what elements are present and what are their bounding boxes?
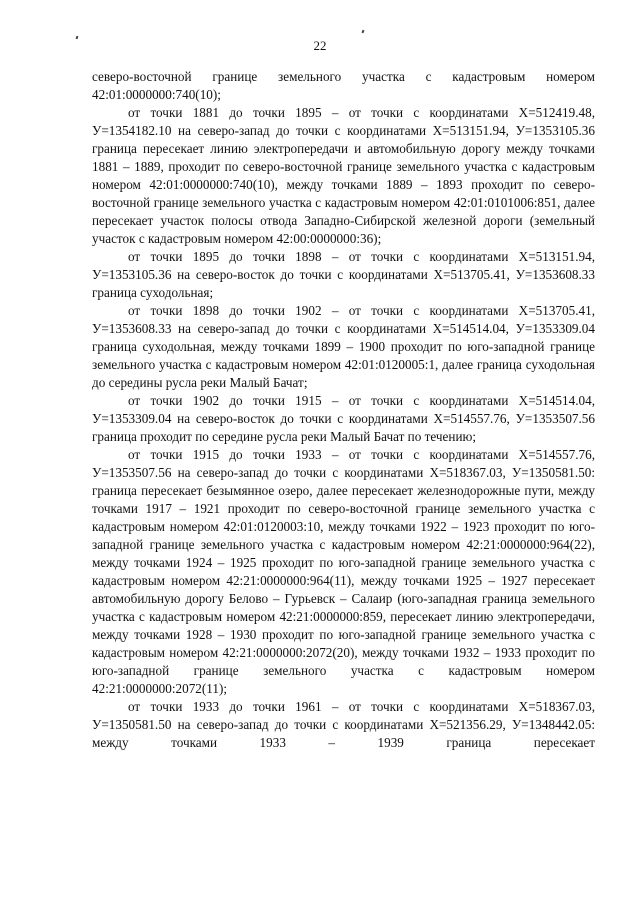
document-body <box>92 68 595 752</box>
paragraph: северо-восточной границе земельного участка с кадастровым номером 42:01:0000000:740(10); <box>92 69 595 102</box>
paragraph: от точки 1898 до точки 1902 – от точки с координатами X=513705.41, У=1353608.33 на северо-запад до точки с координатами X=514514.04, У=1353309.04 граница суходольная, между точками 1899 – 1900 проходит по юго-западной границе земельного участка с кадастровым номером 42:01:0120005:1, далее граница суходольная до середины русла реки Малый Бачат; <box>92 303 595 390</box>
paragraph: от точки 1895 до точки 1898 – от точки с координатами X=513151.94, У=1353105.36 на северо-восток до точки с координатами X=513705.41, У=1353608.33 граница суходольная; <box>92 249 595 300</box>
paragraph: от точки 1933 до точки 1961 – от точки с координатами X=518367.03, У=1350581.50 на северо-запад до точки с координатами X=521356.29, У=1348442.05: между точками 1933 – 1939 граница пересекает <box>92 699 595 750</box>
page-number: 22 <box>313 38 327 53</box>
paragraph: от точки 1902 до точки 1915 – от точки с координатами X=514514.04, У=1353309.04 на северо-восток до точки с координатами X=514557.76, У=1353507.56 граница проходит по середине русла реки Малый Бачат по течению; <box>92 393 595 444</box>
paragraph: от точки 1915 до точки 1933 – от точки с координатами X=514557.76, У=1353507.56 на северо-запад до точки с координатами X=518367.03, У=1350581.50: граница пересекает безымянное озеро, далее пересекает железнодорожные пути, между точками 1917 – 1921 проходит по северо-восточной границе земельного участка с кадастровым номером 42:01:0120003:10, между точками 1922 – 1923 проходит по юго-западной границе земельного участка с кадастровым номером 42:21:0000000:964(22), между точками 1924 – 1925 проходит по юго-западной границе земельного участка с кадастровым номером 42:21:0000000:964(11), между точками 1925 – 1927 пересекает автомобильную дорогу Белово – Гурьевск – Салаир (юго-западная граница земельного участка с кадастровым номером 42:21:0000000:859, пересекает линию электропередачи, между точками 1928 – 1930 проходит по юго-западной границе земельного участка с кадастровым номером 42:21:0000000:2072(20), между точками 1932 – 1933 проходит по юго-западной границе земельного участка с кадастровым номером 42:21:0000000:2072(11); <box>92 447 595 696</box>
scan-speck <box>362 30 365 34</box>
paragraph: от точки 1881 до точки 1895 – от точки с координатами X=512419.48, У=1354182.10 на северо-запад до точки с координатами X=513151.94, У=1353105.36 граница пересекает линию электропередачи и автомобильную дорогу между точками 1881 – 1889, проходит по северо-восточной границе земельного участка с кадастровым номером 42:01:0000000:740(10), между точками 1889 – 1893 проходит по северо-восточной границе земельного участка с кадастровым номером 42:01:0101006:851, далее пересекает участок полосы отвода Западно-Сибирской железной дороги (земельный участок с кадастровым номером 42:00:0000000:36); <box>92 105 595 246</box>
